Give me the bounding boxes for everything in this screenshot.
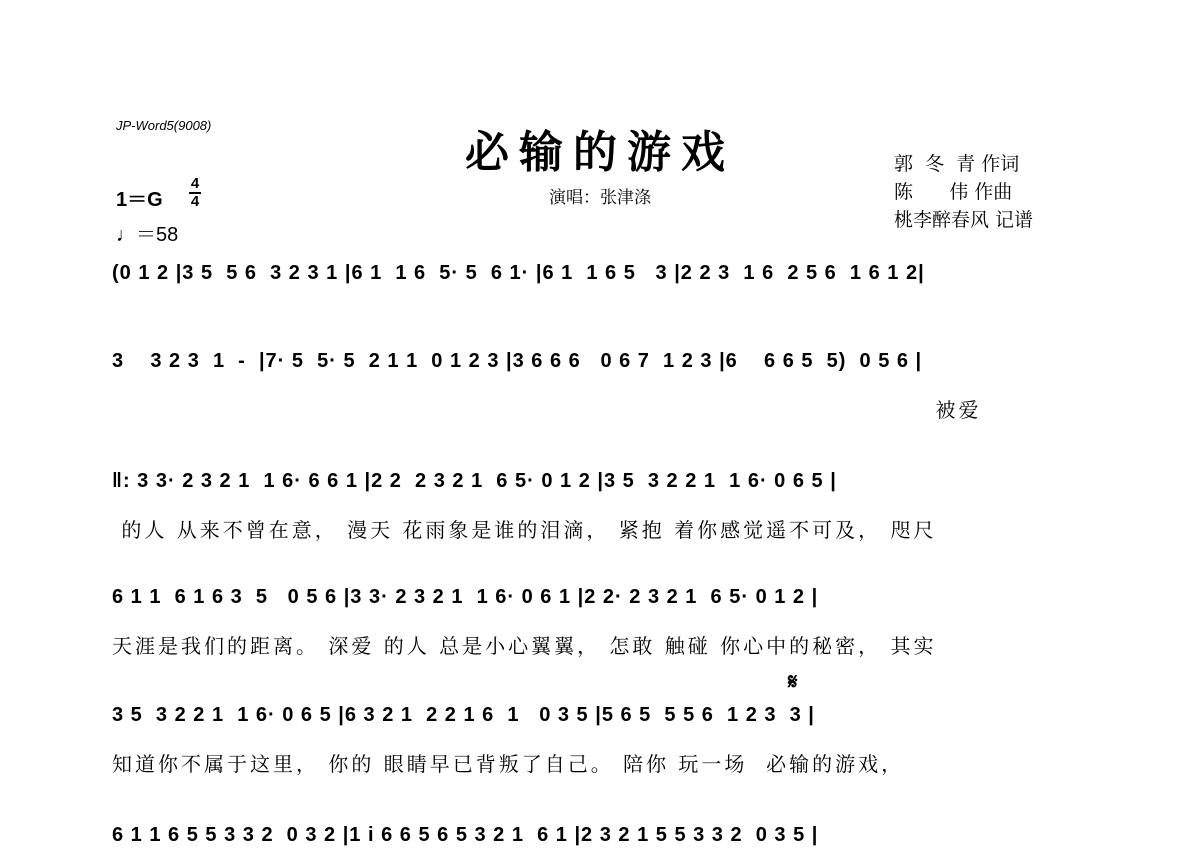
- notation-line: 3 5 3 2 2 1 1 6· 0 6 5 |6 3 2 1 2 2 1 6 1 0 3 5 |5 6 5 5 5 6 1 2 3 3 |: [112, 704, 815, 726]
- lyric-line: 被爱: [112, 398, 982, 422]
- notation-line: ‖: 3 3· 2 3 2 1 1 6· 6 6 1 |2 2 2 3 2 1 6 5· 0 1 2 |3 5 3 2 2 1 1 6· 0 6 5 |: [112, 470, 837, 492]
- key-signature: 1＝G: [116, 189, 163, 211]
- composer-credit: 陈 伟 作曲: [894, 181, 1013, 203]
- time-signature-top: 4: [190, 175, 200, 192]
- notation-line: 6 1 1 6 1 6 3 5 0 5 6 |3 3· 2 3 2 1 1 6· 0 6 1 |2 2· 2 3 2 1 6 5· 0 1 2 |: [112, 586, 819, 608]
- lyric-line: 天涯是我们的距离。 深爱 的人 总是小心翼翼， 怎敢 触碰 你心中的秘密， 其实: [112, 634, 937, 658]
- segno-mark: 𝄋: [788, 670, 798, 695]
- singer-credit: 演唱：张津涤: [549, 188, 651, 208]
- tempo-marking: ♩＝58: [116, 224, 179, 246]
- song-title: 必输的游戏: [465, 127, 735, 178]
- transcriber-credit: 桃李醉春风 记谱: [894, 209, 1034, 231]
- credits-block: [894, 150, 1033, 234]
- lyricist-credit: 郭 冬 青 作词: [894, 153, 1020, 175]
- time-signature: [189, 176, 201, 210]
- time-signature-bottom: 4: [190, 193, 200, 210]
- notation-line: 6 1 1 6 5 5 3 3 2 0 3 2 |1 i 6 6 5 6 5 3 2 1 6 1 |2 3 2 1 5 5 3 3 2 0 3 5 |: [112, 824, 819, 846]
- software-label: JP-Word5(9008): [116, 118, 212, 133]
- lyric-line: 的人 从来不曾在意， 漫天 花雨象是谁的泪滴， 紧抱 着你感觉遥不可及， 咫尺: [112, 518, 937, 542]
- notation-line: 3 3 2 3 1 - |7· 5 5· 5 2 1 1 0 1 2 3 |3 6 6 6 0 6 7 1 2 3 |6 6 6 5 5) 0 5 6 |: [112, 350, 923, 372]
- lyric-line: 知道你不属于这里， 你的 眼睛早已背叛了自己。 陪你 玩一场 必输的游戏，: [112, 752, 905, 776]
- notation-line: (0 1 2 |3 5 5 6 3 2 3 1 |6 1 1 6 5· 5 6 1· |6 1 1 6 5 3 |2 2 3 1 6 2 5 6 1 6 1 2|: [112, 262, 925, 284]
